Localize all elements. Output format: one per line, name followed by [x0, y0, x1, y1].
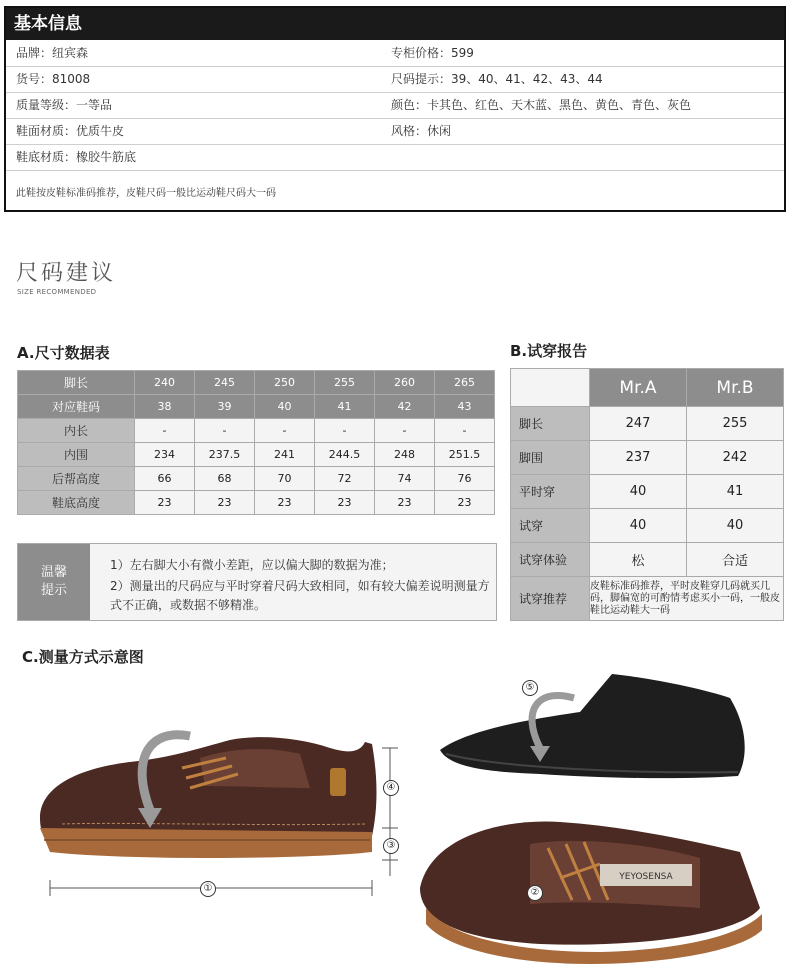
row-label: 鞋底高度	[18, 491, 135, 515]
info-row	[6, 40, 784, 67]
row-label: 内围	[18, 443, 135, 467]
size-section-title: 尺码建议	[16, 261, 117, 286]
table-row	[18, 395, 495, 419]
marker-2-icon: ②	[527, 885, 543, 901]
tips-line-1: 1）左右脚大小有微小差距，应以偏大脚的数据为准；	[110, 558, 394, 572]
info-grade: 质量等级：一等品	[16, 98, 113, 112]
info-sole: 鞋底材质：橡胶牛筋底	[16, 150, 137, 164]
measurement-illustration	[0, 668, 790, 974]
info-colors: 颜色：卡其色、红色、天木蓝、黑色、黄色、青色、灰色	[391, 98, 692, 112]
info-note: 此鞋按皮鞋标准码推荐，皮鞋尺码一般比运动鞋尺码大一码	[16, 188, 276, 199]
col-header-b: Mr.B	[687, 369, 784, 407]
tips-badge-line2: 提示	[40, 583, 67, 598]
cell: 松	[590, 543, 687, 577]
tips-line-2: 2）测量出的尺码应与平时穿着尺码大致相同，如有较大偏差说明测量方式不正确，或数据不够精准。	[110, 579, 490, 612]
row-label: 平时穿	[511, 475, 590, 509]
cell: -	[435, 419, 495, 443]
cell: 265	[435, 371, 495, 395]
info-sku: 货号：81008	[16, 72, 91, 86]
cell: 38	[135, 395, 195, 419]
cell: 255	[687, 407, 784, 441]
corner-cell	[511, 369, 590, 407]
info-brand: 品牌：纽宾森	[16, 46, 89, 60]
table-row	[511, 509, 784, 543]
cell: 40	[590, 509, 687, 543]
info-row	[6, 118, 784, 145]
recommend-text: 皮鞋标准码推荐，平时皮鞋穿几码就买几码，脚偏宽的可酌情考虑买小一码，一般皮鞋比运动鞋大一码	[590, 577, 784, 621]
table-row	[18, 371, 495, 395]
cell: 40	[687, 509, 784, 543]
cell: 70	[255, 467, 315, 491]
cell: 74	[375, 467, 435, 491]
table-row	[511, 543, 784, 577]
cell: -	[375, 419, 435, 443]
illustration-title: C.测量方式示意图	[22, 648, 144, 666]
table-row	[511, 407, 784, 441]
cell: 76	[435, 467, 495, 491]
marker-1-icon: ①	[200, 881, 216, 897]
info-row	[6, 92, 784, 119]
cell: 244.5	[315, 443, 375, 467]
row-label: 脚围	[511, 441, 590, 475]
cell: 40	[255, 395, 315, 419]
brand-tag: YEYOSENSA	[619, 872, 673, 882]
table-row	[511, 441, 784, 475]
row-label: 脚长	[18, 371, 135, 395]
cell: 72	[315, 467, 375, 491]
table-row	[511, 475, 784, 509]
info-upper: 鞋面材质：优质牛皮	[16, 124, 125, 138]
table-b-title: B.试穿报告	[510, 342, 588, 360]
cell: 241	[255, 443, 315, 467]
size-section-subtitle: SIZE RECOMMENDED	[17, 288, 97, 296]
info-row	[6, 144, 784, 171]
cell: 41	[315, 395, 375, 419]
row-label: 试穿	[511, 509, 590, 543]
tips-badge	[18, 544, 90, 620]
basic-info-panel	[4, 6, 786, 212]
row-label: 试穿推荐	[511, 577, 590, 621]
cell: 255	[315, 371, 375, 395]
row-label: 脚长	[511, 407, 590, 441]
info-price: 专柜价格：599	[391, 46, 474, 60]
cell: 43	[435, 395, 495, 419]
cell: 237.5	[195, 443, 255, 467]
info-style: 风格：休闲	[391, 124, 452, 138]
cell: 247	[590, 407, 687, 441]
cell: 250	[255, 371, 315, 395]
tips-badge-line1: 温馨	[40, 565, 67, 580]
cell: 248	[375, 443, 435, 467]
cell: 251.5	[435, 443, 495, 467]
table-row	[511, 369, 784, 407]
cell: 23	[375, 491, 435, 515]
top-shoe-image	[420, 822, 762, 964]
cell: 23	[315, 491, 375, 515]
cell: 234	[135, 443, 195, 467]
cell: 242	[687, 441, 784, 475]
cell: 23	[195, 491, 255, 515]
cell: 39	[195, 395, 255, 419]
cell: -	[255, 419, 315, 443]
marker-5-icon: ⑤	[522, 680, 538, 696]
row-label: 内长	[18, 419, 135, 443]
cell: 237	[590, 441, 687, 475]
cell: 41	[687, 475, 784, 509]
size-data-table	[17, 370, 495, 515]
cell: 66	[135, 467, 195, 491]
cell: 42	[375, 395, 435, 419]
row-label: 后帮高度	[18, 467, 135, 491]
cell: 23	[435, 491, 495, 515]
cell: 23	[135, 491, 195, 515]
cell: -	[195, 419, 255, 443]
side-shoe-image	[40, 737, 377, 858]
cell: 260	[375, 371, 435, 395]
cell: -	[135, 419, 195, 443]
table-row	[18, 419, 495, 443]
cell: 合适	[687, 543, 784, 577]
row-label: 对应鞋码	[18, 395, 135, 419]
info-sizes: 尺码提示：39、40、41、42、43、44	[391, 72, 603, 86]
table-row	[18, 467, 495, 491]
fit-report-table	[510, 368, 784, 621]
basic-info-header: 基本信息	[6, 8, 784, 40]
marker-4-icon: ④	[383, 780, 399, 796]
cell: 23	[255, 491, 315, 515]
shoe-last-image	[440, 674, 745, 778]
col-header-a: Mr.A	[590, 369, 687, 407]
cell: 240	[135, 371, 195, 395]
info-row	[6, 66, 784, 93]
table-row	[511, 577, 784, 621]
cell: 68	[195, 467, 255, 491]
cell: 40	[590, 475, 687, 509]
cell: -	[315, 419, 375, 443]
marker-3-icon: ③	[383, 838, 399, 854]
tips-box	[17, 543, 497, 621]
cell: 245	[195, 371, 255, 395]
table-row	[18, 443, 495, 467]
table-a-title: A.尺寸数据表	[17, 344, 110, 362]
table-row	[18, 491, 495, 515]
row-label: 试穿体验	[511, 543, 590, 577]
